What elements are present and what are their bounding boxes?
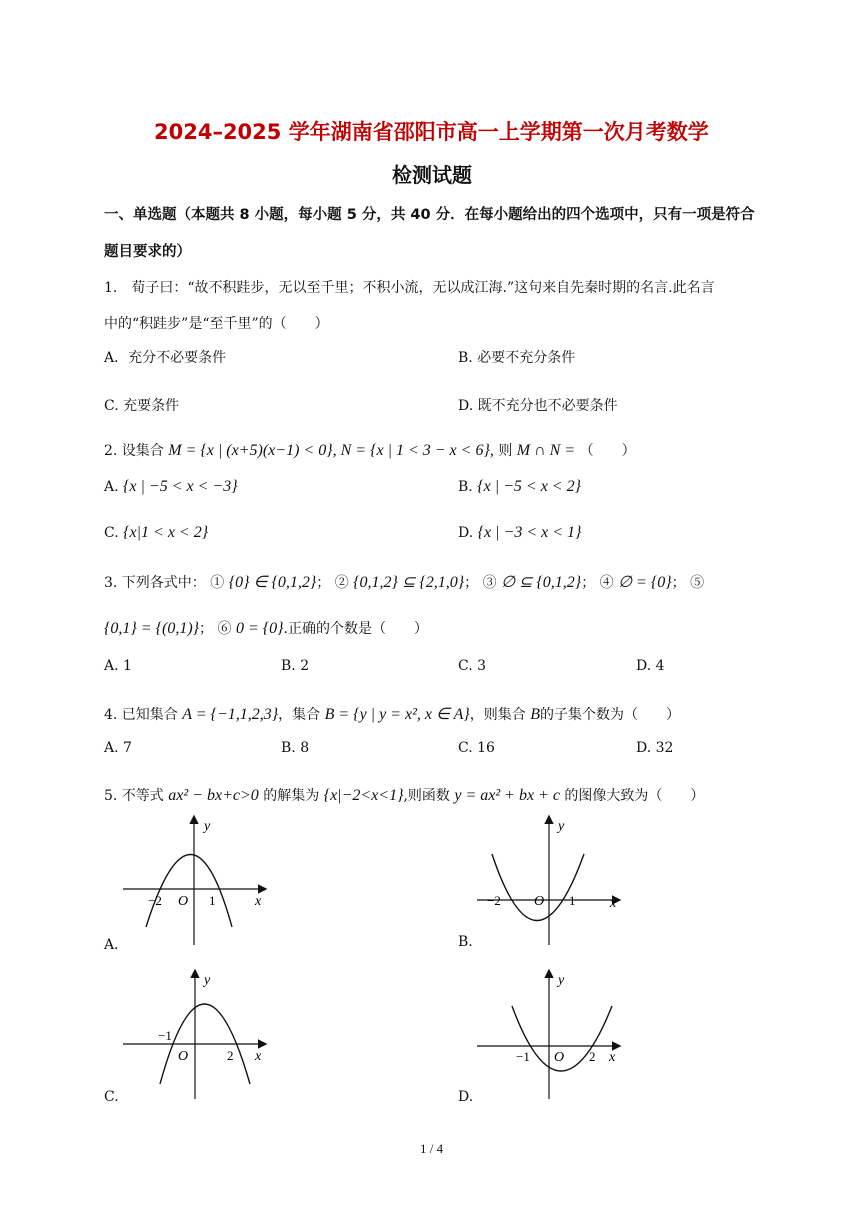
q3-circle-5: ⑤: [690, 575, 705, 591]
q1-option-a: A．充分不必要条件: [104, 350, 227, 366]
q4-suffix-2: 的子集个数为（ ）: [540, 707, 681, 723]
q2-intersection: M ∩ N =: [516, 442, 576, 459]
q3-sep-4: ；: [671, 575, 686, 591]
q5-mid-2: ,则函数: [403, 788, 450, 804]
q4-set-a: A = {−1,1,2,3}: [182, 706, 279, 723]
q3-stem-line-2: [104, 618, 428, 638]
q3-circle-3: ③: [482, 575, 497, 591]
q4-option-c: C. 16: [458, 740, 495, 756]
graph-c-root-2: 2: [227, 1048, 234, 1063]
q2-option-a: [104, 478, 238, 496]
graph-d-root-2: 2: [589, 1049, 596, 1064]
q5-stem: [104, 785, 704, 805]
q1-option-c: C. 充要条件: [104, 398, 180, 414]
q2-option-c: [104, 524, 208, 542]
graph-c: [118, 966, 278, 1101]
page-number: 1 / 4: [420, 1141, 444, 1156]
q4-option-d: D. 32: [636, 740, 674, 756]
q2-option-b-set: {x | −5 < x < 2}: [477, 478, 581, 495]
q2-option-b-label: B.: [458, 479, 473, 495]
q1-option-b: B. 必要不充分条件: [458, 350, 576, 366]
graph-d-x-label: x: [609, 1050, 616, 1065]
q3-sep-5: ；: [199, 621, 214, 637]
graph-a-root-1: −2: [148, 893, 162, 908]
title-line-1: 2024–2025 学年湖南省邵阳市高一上学期第一次月考数学: [154, 120, 709, 144]
q5-option-b: B.: [458, 934, 473, 950]
q4-suffix: ，则集合: [469, 707, 526, 723]
graph-c-origin: O: [178, 1049, 189, 1064]
q2-option-c-set: {x|1 < x < 2}: [123, 524, 209, 541]
graph-d: [472, 966, 632, 1101]
q2-set-definitions: M = {x | (x+5)(x−1) < 0}, N = {x | 1 < 3 − x < 6},: [168, 442, 494, 459]
q4-option-b: B. 8: [281, 740, 310, 756]
graph-a-origin: O: [178, 894, 189, 909]
q3-sep-3: ；: [581, 575, 596, 591]
q2-prefix: 2. 设集合: [104, 443, 164, 459]
q1-option-d: D. 既不充分也不必要条件: [458, 398, 618, 414]
q4-prefix: 4. 已知集合: [104, 707, 178, 723]
q2-option-c-label: C.: [104, 525, 119, 541]
q4-mid: ，集合: [278, 707, 321, 723]
q3-option-a: A. 1: [104, 658, 132, 674]
graph-a: [118, 812, 278, 947]
q3-circle-1: ①: [210, 575, 225, 591]
q3-prefix: 3. 下列各式中：: [104, 575, 206, 591]
q3-sep-2: ；: [464, 575, 479, 591]
graph-d-root-1: −1: [516, 1049, 530, 1064]
graph-a-root-2: 1: [209, 893, 216, 908]
q4-stem: [104, 704, 680, 724]
q3-circle-4: ④: [599, 575, 614, 591]
q2-option-d: [458, 524, 581, 542]
q3-stem-line-1: [104, 572, 704, 592]
q3-expr-1: {0} ∈ {0,1,2}: [228, 574, 317, 591]
title-line-2: 检测试题: [392, 163, 472, 187]
q5-option-a: A．: [104, 937, 129, 953]
q3-circle-6: ⑥: [217, 621, 232, 637]
graph-b: [472, 812, 632, 947]
q2-option-a-set: {x | −5 < x < −3}: [123, 478, 238, 495]
graph-c-y-label: y: [204, 973, 211, 988]
graph-d-origin: O: [554, 1050, 565, 1065]
graph-b-origin: O: [534, 894, 545, 909]
q4-b-symbol: B: [530, 706, 541, 723]
q3-option-d: D. 4: [636, 658, 665, 674]
q3-expr-5: {0,1} = {(0,1)}: [104, 620, 200, 637]
graph-b-curve: [492, 854, 584, 921]
q3-option-b: B. 2: [281, 658, 310, 674]
q5-option-c: C.: [104, 1089, 119, 1105]
q5-mid: 的解集为: [263, 788, 320, 804]
graph-a-x-label: x: [255, 894, 262, 909]
graph-b-root-2: 1: [569, 893, 576, 908]
q1-stem-line-1: 1. 荀子曰：“故不积跬步，无以至千里；不积小流，无以成江海.”这句来自先秦时期的名言.此名言: [104, 280, 715, 296]
graph-a-curve: [146, 855, 232, 928]
q4-set-b: B = {y | y = x², x ∈ A}: [324, 706, 470, 723]
graph-c-x-label: x: [255, 1049, 262, 1064]
q3-sep-1: ；: [316, 575, 331, 591]
q5-prefix: 5. 不等式: [104, 788, 164, 804]
section-heading-line-2: 题目要求的）: [104, 244, 191, 260]
q3-circle-2: ②: [334, 575, 349, 591]
q2-paren: （ ）: [579, 443, 636, 459]
q2-then: 则: [498, 443, 513, 459]
q3-option-c: C. 3: [458, 658, 487, 674]
q2-option-d-set: {x | −3 < x < 1}: [477, 524, 582, 541]
q3-expr-3: ∅ ⊆ {0,1,2}: [501, 574, 582, 591]
q3-expr-6: 0 = {0}: [235, 620, 284, 637]
graph-c-root-1: −1: [158, 1028, 172, 1043]
q5-solution-set: {x|−2<x<1}: [323, 787, 404, 804]
q2-stem: [104, 440, 636, 460]
graph-a-y-label: y: [204, 819, 211, 834]
q2-option-a-label: A.: [104, 479, 119, 495]
graph-b-y-label: y: [558, 819, 565, 834]
q5-suffix: 的图像大致为（ ）: [564, 788, 705, 804]
q4-option-a: A. 7: [104, 740, 132, 756]
q5-option-d: D.: [458, 1089, 474, 1105]
q2-option-b: [458, 478, 581, 496]
graph-b-x-label: x: [610, 896, 617, 911]
q5-function: y = ax² + bx + c: [454, 787, 560, 804]
q3-suffix: .正确的个数是（ ）: [283, 621, 428, 637]
q1-stem-line-2: 中的“积跬步”是“至千里”的（ ）: [104, 316, 329, 332]
q3-expr-2: {0,1,2} ⊆ {2,1,0}: [353, 574, 465, 591]
q2-option-d-label: D.: [458, 525, 474, 541]
graph-d-y-label: y: [558, 973, 565, 988]
graph-b-root-1: −2: [487, 893, 501, 908]
q3-expr-4: ∅ = {0}: [618, 574, 672, 591]
q5-inequality: ax² − bx+c>0: [168, 787, 259, 804]
section-heading-line-1: 一、单选题（本题共 8 小题，每小题 5 分，共 40 分．在每小题给出的四个选项中，只有一项是符合: [104, 207, 755, 223]
